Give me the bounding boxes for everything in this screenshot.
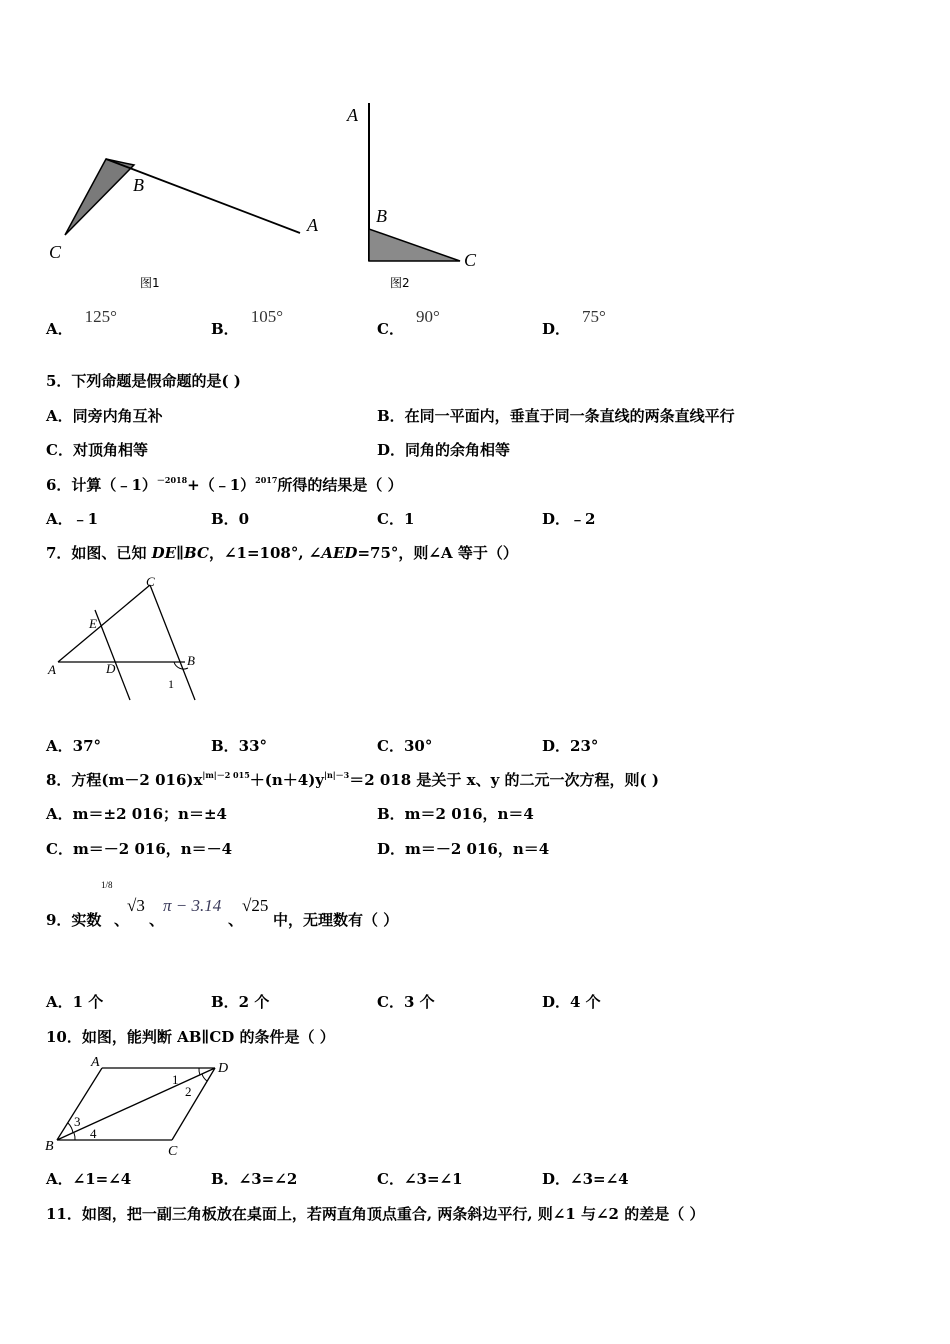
q9-stem-prefix: 9．实数 xyxy=(46,911,102,929)
figure-1-triangle xyxy=(65,159,134,235)
q4-option-d[interactable]: D．75° xyxy=(542,307,606,338)
q6-exponent-1: －2018 xyxy=(156,475,188,485)
q9-item-pi: π − 3.14 xyxy=(163,896,222,915)
q4-option-a[interactable]: A．125° xyxy=(46,307,117,338)
figure-2-label-b: B xyxy=(376,206,387,226)
q10-angle-2-arc xyxy=(202,1074,207,1081)
q9-option-b[interactable]: B．2 个 xyxy=(211,993,270,1011)
q8-option-d[interactable]: D．m＝－2 016，n＝4 xyxy=(377,840,550,858)
q9-stem-suffix: 中，无理数有（ ） xyxy=(273,911,399,929)
q10-label-b: B xyxy=(45,1139,54,1154)
q10-label-a: A xyxy=(91,1055,100,1070)
figure-1-caption: 图1 xyxy=(140,276,160,290)
q8-option-a[interactable]: A．m＝±2 016；n＝±4 xyxy=(46,805,227,823)
q5-stem: 5．下列命题是假命题的是( ) xyxy=(46,372,241,390)
q7-label-d: D xyxy=(106,661,116,676)
q8-option-c[interactable]: C．m＝－2 016，n＝－4 xyxy=(46,840,233,858)
q7-line-de xyxy=(95,610,130,700)
q10-label-2: 2 xyxy=(185,1084,192,1099)
q11-stem: 11．如图，把一副三角板放在桌面上，若两直角顶点重合, 两条斜边平行, 则∠1 与∠2 的差是（ ） xyxy=(46,1205,705,1223)
q10-label-c: C xyxy=(168,1144,178,1159)
q10-label-d: D xyxy=(218,1061,229,1076)
figure-1 xyxy=(49,159,319,290)
q6-option-a[interactable]: A．﹣1 xyxy=(46,510,99,528)
q9-item-sqrt25: √25 xyxy=(242,896,269,915)
q7-label-b: B xyxy=(187,653,195,668)
q7-option-a[interactable]: A．37° xyxy=(46,737,102,755)
q7-line-ac xyxy=(58,585,150,662)
q6-option-c[interactable]: C．1 xyxy=(377,510,415,528)
q6-stem: 6．计算（﹣1）$^{-2018}$+（﹣1）$^{2017}$所得的结果是（ ） xyxy=(46,475,403,494)
q7-label-a: A xyxy=(48,662,56,677)
q6-exponent-2: 2017 xyxy=(255,475,278,485)
q7-label-e: E xyxy=(89,616,97,631)
figure-1-label-b: B xyxy=(133,175,144,195)
q6-option-d[interactable]: D．﹣2 xyxy=(542,510,596,528)
q10-angle-1-arc xyxy=(199,1068,200,1075)
figure-1-label-a: A xyxy=(307,215,318,235)
q8-stem: 8．方程(m－2 $016)x^{|m|-2 015}+(n+4)y^{|n|-3}=2$ 018 是关于 x、y 的二元一次方程，则( ) xyxy=(46,770,659,789)
figure-2 xyxy=(346,103,477,290)
q8-option-b[interactable]: B．m＝2 016，n＝4 xyxy=(377,805,534,823)
figure-2-caption: 图2 xyxy=(390,276,410,290)
q8-exponent-y: |n|－3 xyxy=(324,770,350,780)
q7-stem: 7．如图、已知 DE∥BC，∠1=108°, ∠AED=75°，则∠A 等于（） xyxy=(46,544,518,562)
q9-option-d[interactable]: D．4 个 xyxy=(542,993,601,1011)
q9-separator-1: 、 xyxy=(114,911,130,929)
q5-option-c[interactable]: C．对顶角相等 xyxy=(46,441,148,459)
q7-label-1: 1 xyxy=(168,677,174,691)
q7-label-c: C xyxy=(146,574,155,589)
figure-1-label-c: C xyxy=(49,242,62,262)
q10-option-b[interactable]: B．∠3=∠2 xyxy=(211,1170,298,1188)
q10-option-a[interactable]: A．∠1=∠4 xyxy=(46,1170,132,1188)
q8-exponent-x: |m|－2 015 xyxy=(202,770,250,780)
q5-option-d[interactable]: D．同角的余角相等 xyxy=(377,441,511,459)
q10-angle-4-arc xyxy=(74,1133,75,1140)
q10-option-d[interactable]: D．∠3=∠4 xyxy=(542,1170,629,1188)
q10-figure xyxy=(40,1052,250,1162)
q7-option-d[interactable]: D．23° xyxy=(542,737,599,755)
q5-option-a[interactable]: A．同旁内角互补 xyxy=(46,407,163,425)
figure-2-label-a: A xyxy=(347,105,358,125)
q7-figure xyxy=(40,570,220,710)
q9-item-sqrt3: √3 xyxy=(127,896,145,915)
q10-line-bd xyxy=(57,1068,215,1140)
q4-option-c[interactable]: C．90° xyxy=(377,307,440,338)
q4-figures xyxy=(40,95,510,295)
q4-option-b[interactable]: B．105° xyxy=(211,307,283,338)
q10-label-1: 1 xyxy=(172,1072,179,1087)
q10-label-4: 4 xyxy=(90,1126,97,1141)
q9-option-c[interactable]: C．3 个 xyxy=(377,993,435,1011)
q7-option-b[interactable]: B．33° xyxy=(211,737,268,755)
figure-2-label-c: C xyxy=(464,250,477,270)
q10-label-3: 3 xyxy=(74,1114,81,1129)
q9-separator-2: 、 xyxy=(149,911,165,929)
figure-2-triangle xyxy=(369,229,460,261)
q10-option-c[interactable]: C．∠3=∠1 xyxy=(377,1170,463,1188)
q9-separator-3: 、 xyxy=(228,911,244,929)
figure-1-line-ba xyxy=(106,159,300,233)
q10-angle-3-arc xyxy=(68,1123,73,1133)
q7-option-c[interactable]: C．30° xyxy=(377,737,433,755)
q6-option-b[interactable]: B．0 xyxy=(211,510,250,528)
q5-option-b[interactable]: B．在同一平面内，垂直于同一条直线的两条直线平行 xyxy=(377,407,735,425)
q9-item-fraction: 1/8 xyxy=(101,880,113,890)
q9-option-a[interactable]: A．1 个 xyxy=(46,993,104,1011)
q10-stem: 10．如图，能判断 AB∥CD 的条件是（ ） xyxy=(46,1028,335,1046)
